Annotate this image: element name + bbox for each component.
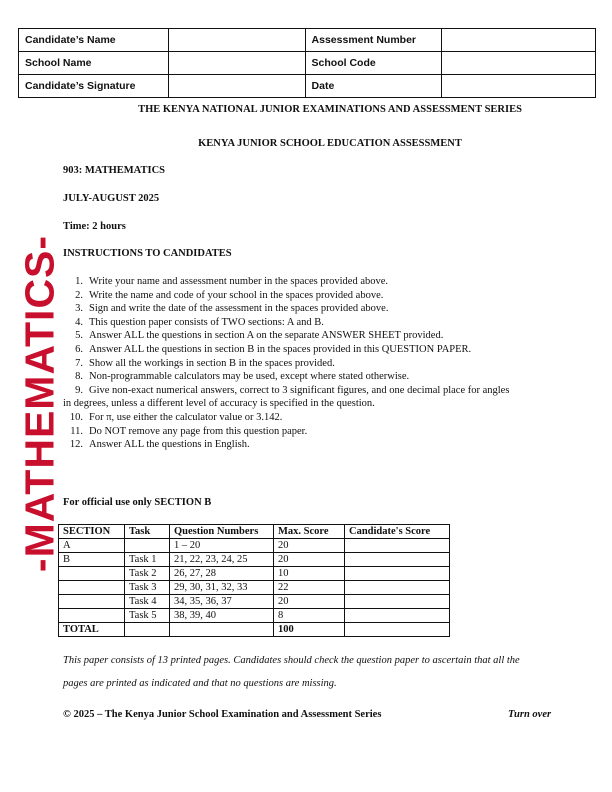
table-cell: Task 3 [125,581,170,595]
candidate-details-table [18,28,596,98]
table-cell[interactable] [345,567,450,581]
period: JULY-AUGUST 2025 [63,193,160,204]
instruction-text: Do NOT remove any page from this question paper. [89,425,308,437]
field-input[interactable] [442,52,596,75]
field-input[interactable] [442,29,596,52]
table-cell: TOTAL [59,623,125,637]
table-cell: 100 [274,623,345,637]
instruction-text: Answer ALL the questions in English. [89,439,250,451]
table-cell: Task 4 [125,595,170,609]
instruction-item [63,411,593,425]
column-header: Max. Score [274,525,345,539]
field-label: Date [305,75,442,98]
instruction-item [63,316,593,330]
instruction-item [63,329,593,343]
instruction-number: 10. [69,411,83,423]
table-cell: 20 [274,595,345,609]
field-input[interactable] [168,75,305,98]
table-row [59,553,450,567]
instruction-text: Non-programmable calculators may be used, except where stated otherwise. [89,371,410,383]
table-cell [59,609,125,623]
field-input[interactable] [168,29,305,52]
table-cell [125,539,170,553]
instruction-text: Answer ALL the questions in section A on the separate ANSWER SHEET provided. [89,330,444,342]
instructions-list [63,275,593,452]
table-cell: 26, 27, 28 [170,567,274,581]
table-cell: 34, 35, 36, 37 [170,595,274,609]
instruction-number: 2. [75,289,83,301]
table-cell: 29, 30, 31, 32, 33 [170,581,274,595]
pages-note-line1: This paper consists of 13 printed pages. Candidates should check the question paper to ascertain that all the [63,655,520,666]
field-input[interactable] [442,75,596,98]
instruction-text: Give non-exact numerical answers, correct to 3 significant figures, and one decimal place for angles [89,384,510,396]
instruction-item [63,275,593,289]
instruction-text: This question paper consists of TWO sections: A and B. [89,316,324,328]
copyright: © 2025 – The Kenya Junior School Examination and Assessment Series [63,709,382,720]
column-header: Candidate's Score [345,525,450,539]
table-cell: B [59,553,125,567]
field-label: Candidate’s Name [19,29,169,52]
instruction-text: Answer ALL the questions in section B in the spaces provided in this QUESTION PAPER. [89,343,472,355]
table-row [59,567,450,581]
instruction-item [63,302,593,316]
table-cell[interactable] [345,539,450,553]
table-cell[interactable] [345,623,450,637]
table-cell [59,567,125,581]
field-label: Candidate’s Signature [19,75,169,98]
field-input[interactable] [168,52,305,75]
table-cell [170,623,274,637]
table-cell[interactable] [345,595,450,609]
table-cell [59,595,125,609]
instruction-number: 8. [75,371,83,383]
table-cell: 38, 39, 40 [170,609,274,623]
assessment-title: KENYA JUNIOR SCHOOL EDUCATION ASSESSMENT [198,138,462,149]
table-cell: Task 1 [125,553,170,567]
instruction-text: Write your name and assessment number in the spaces provided above. [89,276,389,287]
table-row [59,539,450,553]
table-cell: Task 2 [125,567,170,581]
instruction-number: 11. [70,425,83,437]
field-label: School Code [305,52,442,75]
table-cell: 20 [274,539,345,553]
turn-over: Turn over [508,709,552,720]
instruction-item [63,343,593,357]
column-header: Task [125,525,170,539]
pages-note-line2: pages are printed as indicated and that no questions are missing. [63,678,337,689]
table-cell: 1 – 20 [170,539,274,553]
field-label: Assessment Number [305,29,442,52]
table-row [59,609,450,623]
column-header: SECTION [59,525,125,539]
table-cell: 10 [274,567,345,581]
table-cell [125,623,170,637]
instruction-text: Sign and write the date of the assessment in the spaces provided above. [89,303,389,315]
instruction-item [63,357,593,371]
table-cell: 20 [274,553,345,567]
instruction-number: 12. [69,439,83,451]
subject: 903: MATHEMATICS [63,165,165,176]
instruction-text: For π, use either the calculator value or 3.142. [89,411,283,423]
score-table [58,524,450,637]
field-label: School Name [19,52,169,75]
official-use-title: For official use only SECTION B [63,497,212,508]
table-row [59,595,450,609]
table-cell: A [59,539,125,553]
instruction-number: 3. [75,303,83,315]
instruction-item [63,384,593,398]
table-cell [59,581,125,595]
instruction-item [63,370,593,384]
table-row [59,623,450,637]
table-cell: 22 [274,581,345,595]
table-cell: 8 [274,609,345,623]
table-cell: Task 5 [125,609,170,623]
instruction-continuation: in degrees, unless a different level of accuracy is specified in the question. [63,398,375,410]
table-row [59,581,450,595]
table-cell[interactable] [345,581,450,595]
instruction-number: 9. [75,384,83,396]
instruction-number: 6. [75,343,83,355]
table-cell[interactable] [345,609,450,623]
instruction-number: 5. [75,330,83,342]
instruction-text: Show all the workings in section B in the spaces provided. [89,357,335,369]
instruction-item [63,425,593,439]
instruction-number: 4. [75,316,83,328]
instruction-text: Write the name and code of your school in the spaces provided above. [89,289,384,301]
watermark: -MATHEMATICS- [16,234,63,573]
instruction-number: 7. [75,357,83,369]
instruction-item [63,289,593,303]
instruction-number: 1. [75,276,83,287]
series-title: THE KENYA NATIONAL JUNIOR EXAMINATIONS AND ASSESSMENT SERIES [138,104,522,115]
table-cell: 21, 22, 23, 24, 25 [170,553,274,567]
column-header: Question Numbers [170,525,274,539]
instructions-title: INSTRUCTIONS TO CANDIDATES [63,248,232,259]
duration: Time: 2 hours [63,221,126,232]
table-cell[interactable] [345,553,450,567]
instruction-item [63,438,593,452]
